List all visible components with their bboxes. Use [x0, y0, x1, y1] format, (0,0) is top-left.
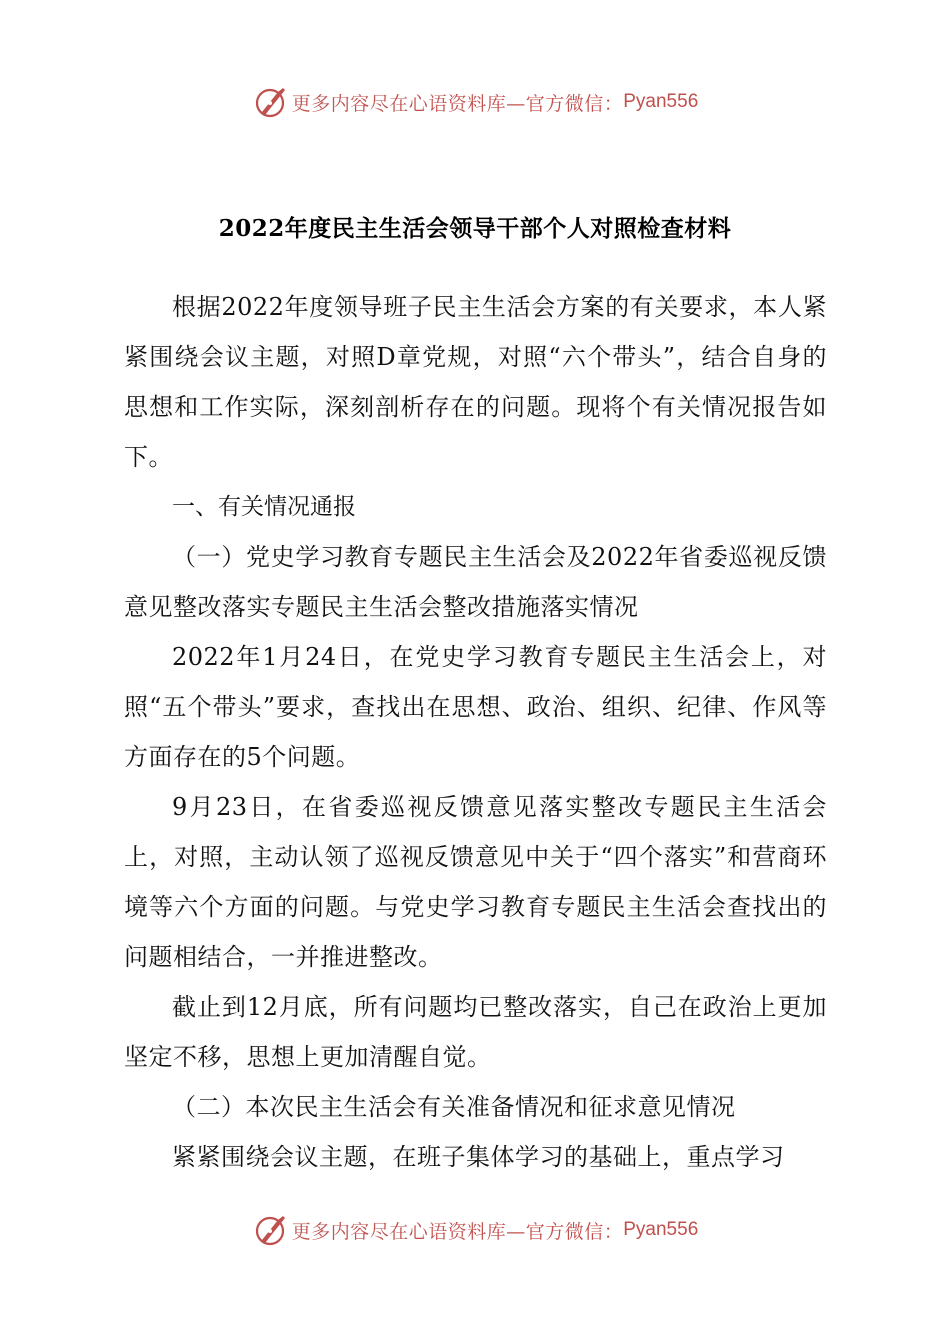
- watermark-wechat-id: Pyan556: [623, 1219, 699, 1240]
- watermark-banner-bottom: [0, 1208, 950, 1252]
- intro-paragraph: 根据2022年度领导班子民主生活会方案的有关要求，本人紧紧围绕会议主题，对照D章党规，对照“六个带头”，结合自身的思想和工作实际，深刻剖析存在的问题。现将个有关情况报告如下。: [124, 293, 827, 471]
- pen-nib-circle-icon: [252, 1212, 288, 1248]
- watermark-text: 更多内容尽在心语资料库—官方微信：: [291, 1220, 624, 1243]
- document-body: [124, 282, 827, 1182]
- watermark-text: 更多内容尽在心语资料库—官方微信：: [291, 92, 624, 115]
- watermark-wechat-id: Pyan556: [623, 91, 699, 112]
- subsection-heading-1: （一）党史学习教育专题民主生活会及2022年省委巡视反馈意见整改落实专题民主生活会整改措施落实情况: [124, 543, 827, 621]
- watermark-banner-top: [0, 80, 950, 124]
- section-heading-1: 一、有关情况通报: [172, 494, 356, 520]
- subsection-heading-2: （二）本次民主生活会有关准备情况和征求意见情况: [172, 1093, 736, 1121]
- paragraph-december: 截止到12月底，所有问题均已整改落实，自己在政治上更加坚定不移，思想上更加清醒自觉。: [124, 993, 827, 1071]
- paragraph-study: 紧紧围绕会议主题，在班子集体学习的基础上，重点学习: [172, 1143, 785, 1171]
- pen-nib-circle-icon: [252, 84, 288, 120]
- paragraph-jan24: 2022年1月24日，在党史学习教育专题民主生活会上，对照“五个带头”要求，查找出在思想、政治、组织、纪律、作风等方面存在的5个问题。: [124, 643, 827, 771]
- paragraph-sep23: 9月23日，在省委巡视反馈意见落实整改专题民主生活会上，对照，主动认领了巡视反馈意见中关于“四个落实”和营商环境等六个方面的问题。与党史学习教育专题民主生活会查找出的问题相结合，一并推进整改。: [124, 793, 827, 971]
- document-title: 2022年度民主生活会领导干部个人对照检查材料: [218, 215, 732, 242]
